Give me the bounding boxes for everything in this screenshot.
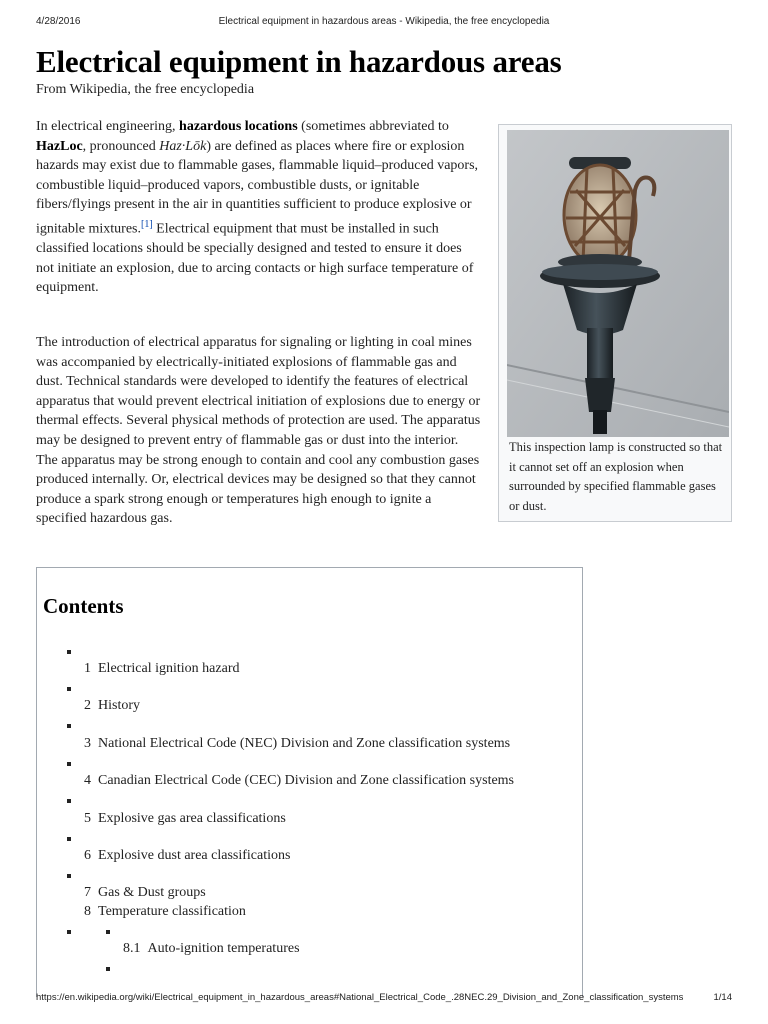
toc-bullet (67, 762, 71, 766)
toc-bullet (67, 837, 71, 841)
term-hazardous-locations: hazardous locations (179, 119, 298, 134)
toc-item-8[interactable] (84, 904, 246, 920)
toc-number: 5 (84, 811, 91, 826)
toc-bullet (67, 650, 71, 654)
term-hazloc: HazLoc (36, 138, 83, 154)
intro-text-5: Electrical equipment that must be installed in such classified locations should be specially designed and tested to ensure it does not initiate an explosion, due to arcing contacts or high surface temperature of equipment. (36, 221, 474, 296)
toc-bullet (67, 724, 71, 728)
toc-number: 6 (84, 848, 91, 863)
toc-number: 8.1 (123, 941, 141, 956)
toc-bullet (67, 930, 71, 934)
intro-text-1: In electrical engineering, (36, 119, 180, 134)
toc-bullet (67, 687, 71, 691)
pronunciation: Haz·Lōk (159, 138, 207, 154)
print-date: 4/28/2016 (36, 16, 81, 27)
toc-item-7[interactable] (84, 885, 206, 901)
toc-item-8-1[interactable] (123, 941, 300, 957)
toc-number: 3 (84, 736, 91, 751)
toc-item-5[interactable] (84, 811, 286, 827)
toc-label: Gas & Dust groups (98, 885, 206, 900)
page-subtitle: From Wikipedia, the free encyclopedia (36, 82, 255, 97)
toc-label: Auto-ignition temperatures (147, 941, 300, 956)
print-page-number: 1/14 (713, 992, 732, 1003)
toc-number: 8 (84, 904, 91, 919)
print-header (36, 16, 732, 30)
lamp-photo-drawing (507, 130, 729, 437)
toc-number: 7 (84, 885, 91, 900)
figure-caption: This inspection lamp is constructed so that it cannot set off an explosion when surrounded by specified flammable gases or dust. (509, 440, 723, 513)
print-footer (36, 992, 732, 1006)
print-url: https://en.wikipedia.org/wiki/Electrical_equipment_in_hazardous_areas#National_Electrical_Code_.28NEC.29_Division_and_Zone_classification_systems (36, 992, 684, 1003)
intro-paragraph (36, 117, 482, 298)
toc-bullet (67, 799, 71, 803)
toc-subbullet (106, 967, 110, 971)
toc-label: National Electrical Code (NEC) Division and Zone classification systems (98, 736, 511, 751)
toc-label: Canadian Electrical Code (CEC) Division and Zone classification systems (98, 773, 515, 788)
toc-item-3[interactable] (84, 736, 510, 752)
toc-item-2[interactable] (84, 698, 140, 714)
intro-text-3: , pronounced (82, 138, 160, 154)
inspection-lamp-image[interactable] (507, 130, 729, 437)
figure-box (498, 124, 732, 522)
toc-item-1[interactable] (84, 661, 240, 677)
toc-label: History (98, 698, 140, 713)
toc-label: Explosive gas area classifications (98, 811, 286, 826)
print-page-title: Electrical equipment in hazardous areas - Wikipedia, the free encyclopedia (218, 16, 550, 27)
history-paragraph: The introduction of electrical apparatus for signaling or lighting in coal mines was accompanied by electrically-initiated explosions of flammable gas and dust. Technical standards were developed to identify the features of electrical apparatus that would prevent electrical initiation of explosions due to energy or thermal effects. Several physical methods of protection are used. The apparatus may be designed to prevent entry of flammable gas or dust into the interior. The apparatus may be strong enough to contain and cool any combustion gases produced internally. Or, electrical devices may be designed so that they cannot produce a spark strong enough or temperatures high enough to ignite a specified hazardous gas. (36, 335, 481, 527)
toc-label: Temperature classification (98, 904, 246, 919)
reference-link[interactable]: [1] (140, 218, 153, 230)
intro-text-2: (sometimes abbreviated to (297, 119, 449, 134)
toc-label: Explosive dust area classifications (98, 848, 291, 863)
table-of-contents (36, 567, 583, 997)
toc-number: 2 (84, 698, 91, 713)
toc-bullet (67, 874, 71, 878)
intro-text-4: ) are defined as places where fire or explosion hazards may exist due to flammable gases, flammable liquid–produced vapors, combustible liquid–produced vapors, combustible dusts, or ignitable fibers/flyings present in the air in quantities sufficient to produce explosive or ignitable mixtures. (36, 138, 479, 237)
toc-subbullet (106, 930, 110, 934)
toc-number: 4 (84, 773, 91, 788)
page-title: Electrical equipment in hazardous areas (36, 44, 562, 79)
toc-number: 1 (84, 661, 91, 676)
toc-item-6[interactable] (84, 848, 290, 864)
toc-label: Electrical ignition hazard (98, 661, 240, 676)
toc-title: Contents (43, 594, 124, 618)
toc-item-4[interactable] (84, 773, 514, 789)
